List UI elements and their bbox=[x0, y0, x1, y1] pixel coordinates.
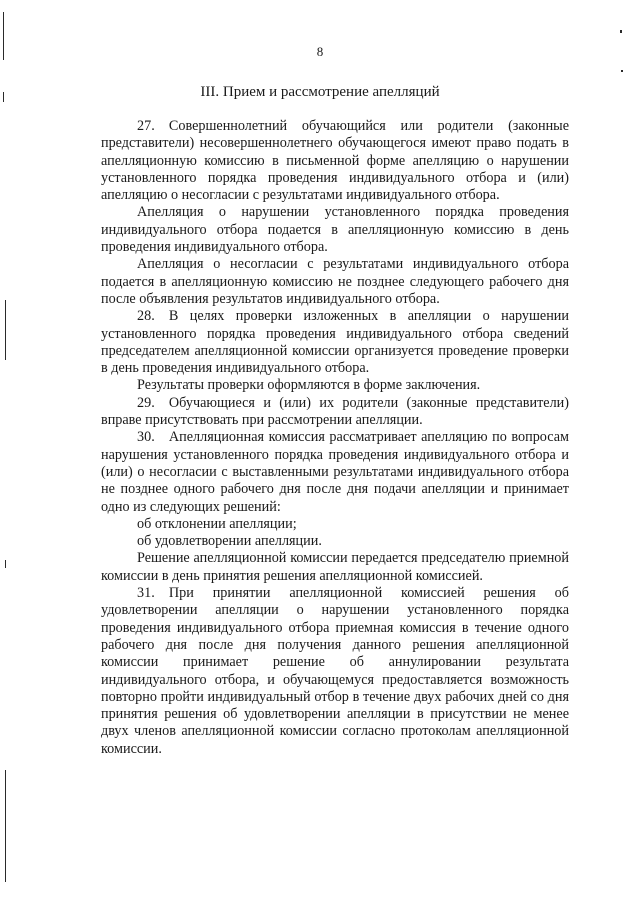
list-item-satisfy: об удовлетворении апелляции. bbox=[137, 533, 322, 550]
page-number: 8 bbox=[316, 44, 324, 59]
section-title: III. Прием и рассмотрение апелляций bbox=[200, 84, 440, 100]
paragraph-31: 31. При принятии апелляционной комиссией решения об удовлетворении апелляции о нарушении установленного порядка проведения индивидуального отбора приемная комиссия в течение одного рабочего дня после дня получения данного решения апелляционной комиссии принимает решение об аннулировании результата индивидуального отбора, и обучающемуся предоставляется возможность повторно пройти индивидуальный отбор в течение двух рабочих дней со дня принятия решения об удовлетворении апелляции в присутствии не менее двух членов апелляционной комиссии согласно протоколам апелляционной комиссии. bbox=[101, 585, 569, 757]
scan-edge-mark bbox=[5, 770, 6, 882]
paragraph-30: 30. Апелляционная комиссия рассматривает апелляцию по вопросам нарушения установленного порядка проведения индивидуального отбора и (или) о несогласии с выставленными результатами индивидуального отбора не позднее одного рабочего дня после дня подачи апелляции и принимает одно из следующих решений: bbox=[101, 429, 569, 515]
list-item-reject: об отклонении апелляции; bbox=[137, 515, 297, 532]
paragraph-27: 27. Совершеннолетний обучающийся или родители (законные представители) несовершеннолетнего обучающегося имеют право подать в апелляционную комиссию в письменной форме апелляцию о нарушении установленного порядка проведения индивидуального отбора и (или) апелляцию о несогласии с результатами индивидуального отбора. bbox=[101, 118, 569, 204]
scan-edge-mark bbox=[5, 560, 6, 568]
scan-edge-mark bbox=[620, 30, 622, 33]
paragraph-29: 29. Обучающиеся и (или) их родители (законные представители) вправе присутствовать при рассмотрении апелляции. bbox=[101, 394, 569, 429]
paragraph-appeal-procedure: Апелляция о нарушении установленного порядка проведения индивидуального отбора подается в апелляционную комиссию в день проведения индивидуального отбора. bbox=[101, 204, 569, 256]
scan-edge-mark bbox=[621, 70, 623, 72]
paragraph-check-results: Результаты проверки оформляются в форме заключения. bbox=[137, 377, 481, 394]
paragraph-appeal-results: Апелляция о несогласии с результатами индивидуального отбора подается в апелляционную комиссию не позднее следующего рабочего дня после объявления результатов индивидуального отбора. bbox=[101, 256, 569, 307]
paragraph-decision-transfer: Решение апелляционной комиссии передается председателю приемной комиссии в день принятия решения апелляционной комиссией. bbox=[101, 550, 569, 584]
document-body bbox=[101, 118, 569, 758]
paragraph-28: 28. В целях проверки изложенных в апелляции о нарушении установленного порядка проведения индивидуального отбора сведений председателем апелляционной комиссии организуется проведение проверки в день проведения индивидуального отбора. bbox=[101, 308, 569, 377]
scan-edge-mark bbox=[5, 300, 6, 360]
